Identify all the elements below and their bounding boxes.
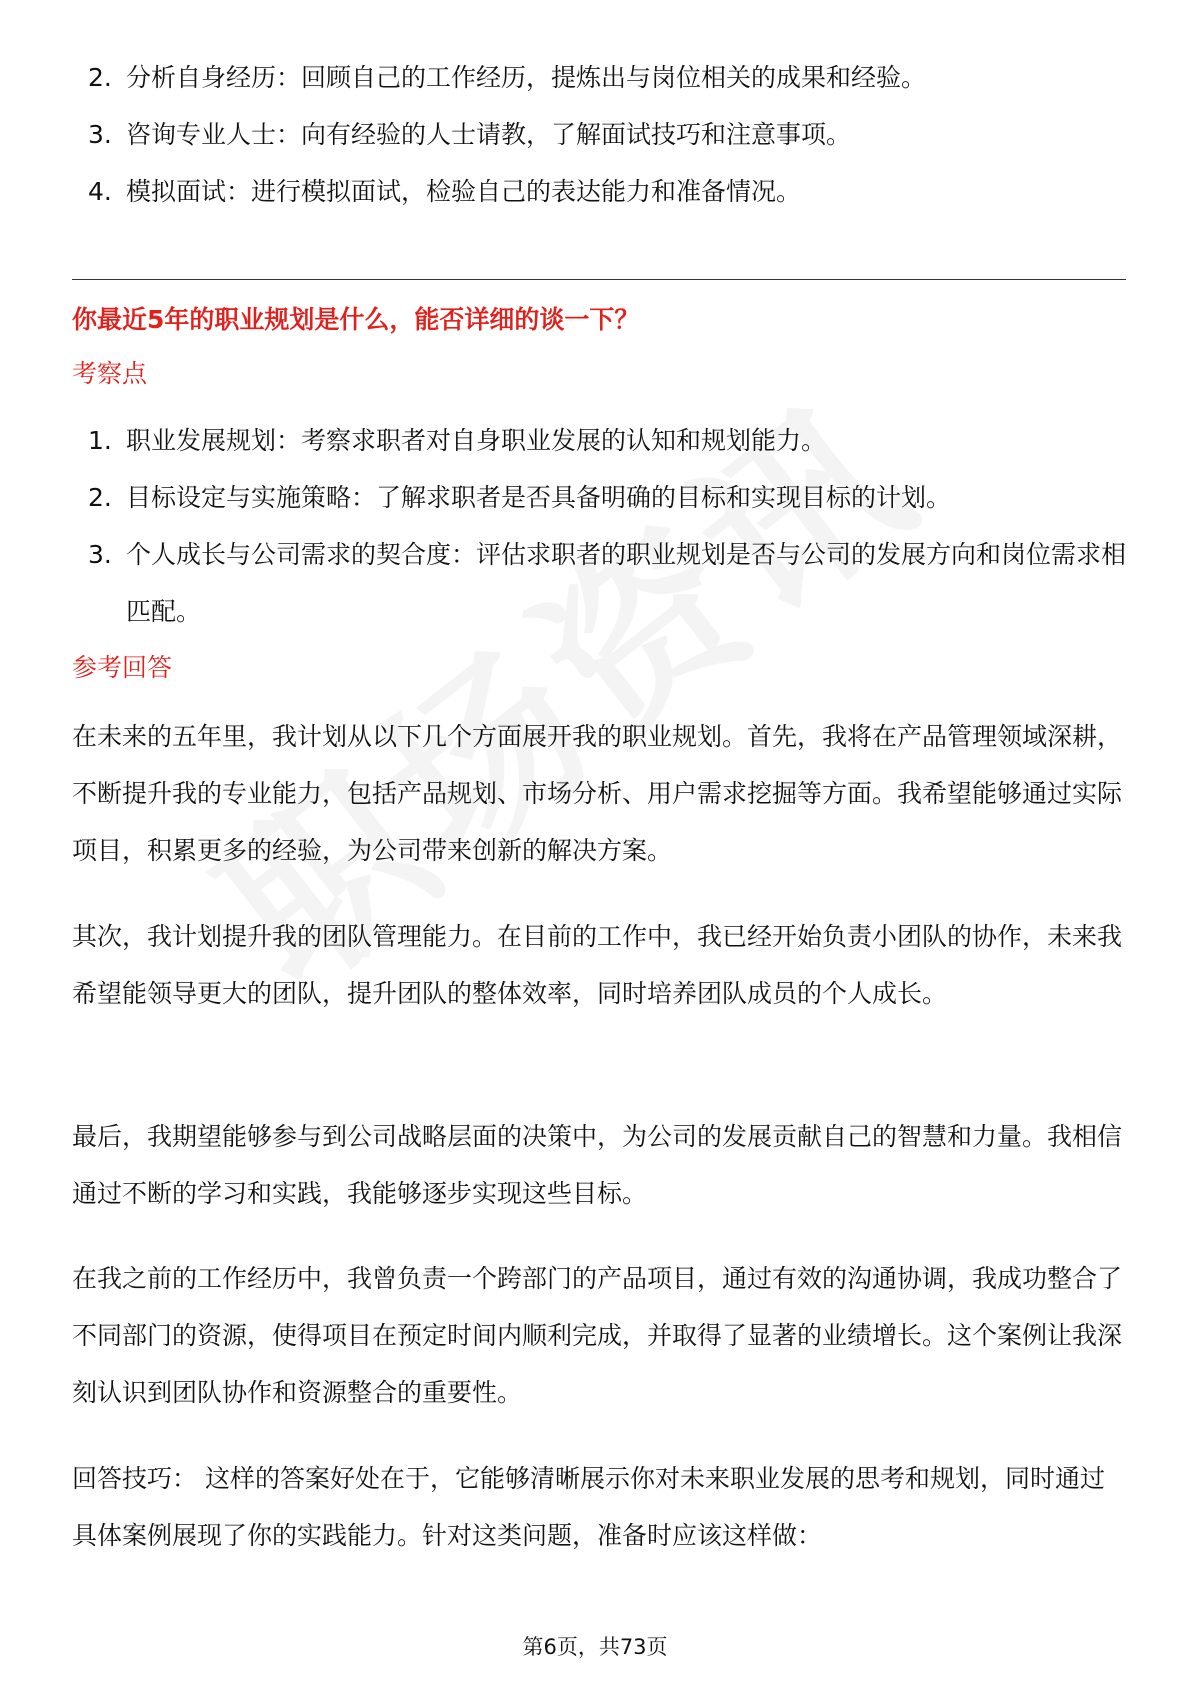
answer-paragraph: 最后，我期望能够参与到公司战略层面的决策中，为公司的发展贡献自己的智慧和力量。我相信通过不断的学习和实践，我能够逐步实现这些目标。 [72, 1122, 1123, 1208]
page-footer: 第6页，共73页 [522, 1635, 668, 1659]
list-item-text: 咨询专业人士：向有经验的人士请教，了解面试技巧和注意事项。 [126, 120, 852, 149]
list-item [88, 163, 1128, 220]
question-heading: 你最近5年的职业规划是什么，能否详细的谈一下？ [72, 305, 640, 334]
list-item [88, 49, 1128, 106]
answer-tips-paragraph: 回答技巧： 这样的答案好处在于，它能够清晰展示你对未来职业发展的思考和规划，同时通过具体案例展现了你的实践能力。针对这类问题，准备时应该这样做： [72, 1464, 1105, 1550]
answer-paragraph: 其次，我计划提升我的团队管理能力。在目前的工作中，我已经开始负责小团队的协作，未来我希望能领导更大的团队，提升团队的整体效率，同时培养团队成员的个人成长。 [72, 922, 1123, 1008]
list-item-text: 分析自身经历：回顾自己的工作经历，提炼出与岗位相关的成果和经验。 [126, 63, 927, 92]
section-divider [72, 279, 1126, 280]
reference-answer-title: 参考回答 [72, 653, 173, 682]
list-item-text: 模拟面试：进行模拟面试，检验自己的表达能力和准备情况。 [126, 177, 802, 206]
list-item-number: 3. [88, 120, 112, 149]
list-item-number: 2. [88, 483, 112, 512]
list-item-text: 个人成长与公司需求的契合度：评估求职者的职业规划是否与公司的发展方向和岗位需求相匹配。 [126, 540, 1127, 626]
exam-points-title: 考察点 [72, 359, 148, 388]
list-item-text: 职业发展规划：考察求职者对自身职业发展的认知和规划能力。 [126, 426, 827, 455]
exam-points-list [88, 412, 1128, 640]
list-item [88, 412, 1128, 469]
answer-paragraph: 在我之前的工作经历中，我曾负责一个跨部门的产品项目，通过有效的沟通协调，我成功整合了不同部门的资源，使得项目在预定时间内顺利完成，并取得了显著的业绩增长。这个案例让我深刻认识到团队协作和资源整合的重要性。 [72, 1264, 1123, 1407]
list-item [88, 469, 1128, 526]
answer-paragraph: 在未来的五年里，我计划从以下几个方面展开我的职业规划。首先，我将在产品管理领域深耕，不断提升我的专业能力，包括产品规划、市场分析、用户需求挖掘等方面。我希望能够通过实际项目，积累更多的经验，为公司带来创新的解决方案。 [72, 722, 1123, 865]
list-item-number: 3. [88, 540, 112, 569]
list-item-number: 2. [88, 63, 112, 92]
list-item-number: 4. [88, 177, 112, 206]
list-item [88, 106, 1128, 163]
list-item [88, 526, 1128, 640]
list-item-number: 1. [88, 426, 112, 455]
list-item-text: 目标设定与实施策略：了解求职者是否具备明确的目标和实现目标的计划。 [126, 483, 952, 512]
top-numbered-list [88, 49, 1128, 220]
